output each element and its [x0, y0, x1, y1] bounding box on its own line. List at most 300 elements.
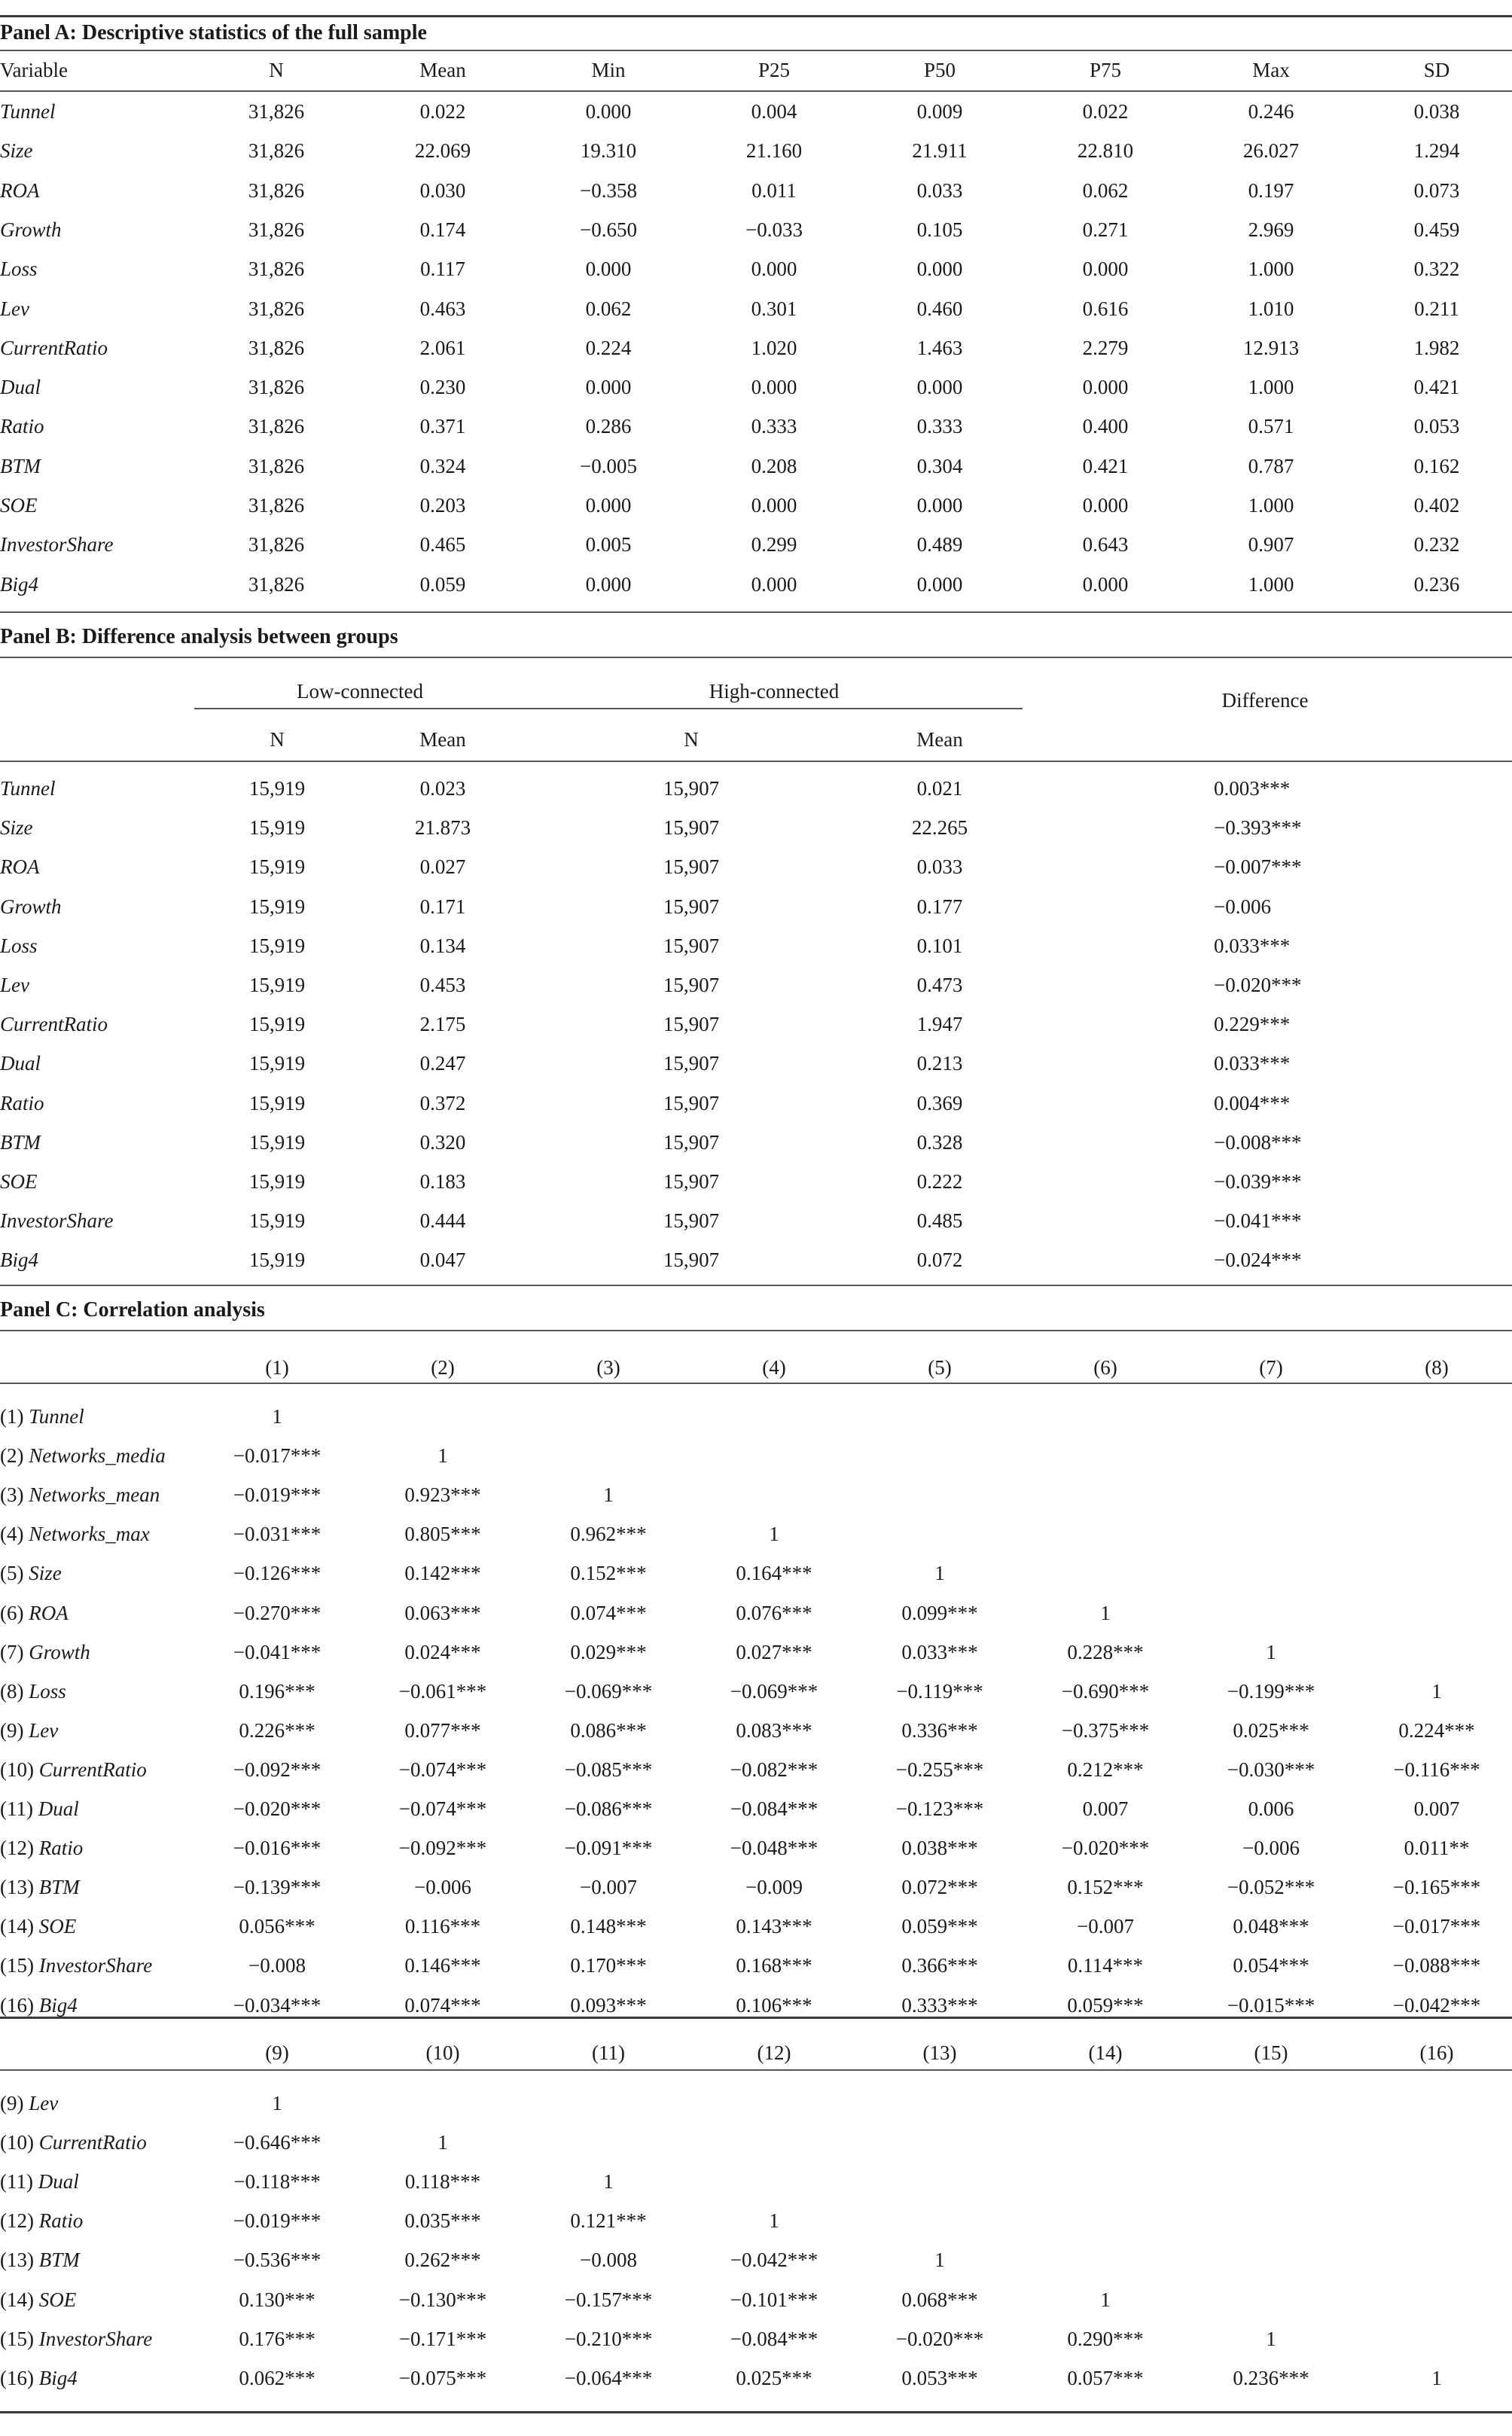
correlation-cell: 0.086***: [570, 1718, 647, 1742]
table-row: [0, 2123, 1512, 2162]
row-number: (6): [0, 1601, 29, 1624]
row-number: (7): [0, 1640, 29, 1663]
correlation-cell: 1: [1266, 1640, 1276, 1663]
table-cell: 2.969: [1248, 218, 1294, 241]
table-cell: 0.453: [419, 974, 466, 996]
table-cell: 31,826: [248, 376, 305, 399]
row-label: Dual: [0, 376, 41, 399]
table-cell: 0.021: [916, 777, 963, 800]
table-cell: 0.101: [916, 934, 963, 957]
table-row: [0, 2084, 1512, 2123]
table-cell: 0.117: [420, 258, 465, 281]
table-row: [0, 92, 1512, 131]
table-row: [0, 1553, 1512, 1593]
table-cell: 1.000: [1248, 494, 1294, 517]
correlation-cell: −0.006: [1242, 1837, 1300, 1860]
table-cell: 15,919: [248, 855, 306, 879]
table-cell: 31,826: [248, 533, 305, 556]
difference-cell: −0.024***: [1214, 1248, 1302, 1272]
correlation-cell: 0.072***: [901, 1876, 978, 1899]
row-variable: InvestorShare: [38, 2327, 153, 2350]
row-label: [0, 1907, 226, 1946]
table-row: [0, 1436, 1512, 1475]
table-row: [0, 171, 1512, 210]
panel-b-bottom-rule: [0, 1285, 1512, 1286]
table-row: [0, 565, 1512, 604]
table-cell: 0.402: [1413, 494, 1460, 517]
row-label: ROA: [0, 855, 40, 879]
table-cell: 1.010: [1248, 297, 1294, 320]
table-cell: 0.299: [751, 533, 797, 556]
correlation-cell: −0.123***: [895, 1797, 984, 1820]
correlation-cell: −0.007: [580, 1876, 637, 1899]
column-header: (1): [265, 1356, 289, 1379]
column-header: (16): [1419, 2041, 1454, 2064]
table-row: [0, 525, 1512, 564]
correlation-cell: 0.038***: [901, 1837, 978, 1860]
row-label: Loss: [0, 258, 38, 281]
row-number: (13): [0, 1876, 39, 1899]
table-cell: 0.369: [916, 1091, 963, 1114]
correlation-cell: 0.074***: [570, 1601, 647, 1624]
row-label: Lev: [0, 297, 29, 320]
table-cell: 0.400: [1082, 415, 1129, 438]
table-cell: 0.000: [916, 494, 963, 517]
column-header: (15): [1254, 2041, 1288, 2064]
correlation-cell: 0.152***: [1067, 1876, 1144, 1899]
table-cell: 0.271: [1082, 218, 1129, 241]
row-label: [0, 1514, 226, 1553]
table-cell: 15,919: [248, 1170, 306, 1193]
column-header: (6): [1093, 1356, 1117, 1379]
table-cell: 0.033: [916, 855, 963, 879]
correlation-cell: −0.042***: [1392, 1993, 1481, 2017]
table-cell: 15,907: [663, 1248, 720, 1272]
column-header: N: [684, 728, 699, 751]
table-cell: 0.372: [419, 1091, 466, 1114]
row-label: [0, 1711, 226, 1750]
table-row: [0, 1672, 1512, 1711]
column-header: Mean: [419, 59, 466, 81]
table-cell: 12.913: [1242, 336, 1300, 359]
table-cell: 0.304: [916, 454, 963, 477]
correlation-cell: −0.139***: [233, 1876, 322, 1899]
table-cell: 15,907: [663, 1209, 720, 1233]
correlation-cell: 0.063***: [404, 1601, 481, 1624]
table-cell: 0.022: [419, 100, 466, 123]
panel-b-title: Panel B: Difference analysis between groups: [0, 625, 398, 648]
top-rule: [0, 15, 1512, 17]
correlation-cell: 0.143***: [736, 1915, 812, 1938]
row-number: (11): [0, 1797, 38, 1820]
table-row: [0, 1593, 1512, 1633]
column-header: (8): [1425, 1356, 1449, 1379]
correlation-cell: 1: [603, 1483, 614, 1507]
correlation-cell: −0.118***: [233, 2170, 321, 2194]
row-label: [0, 1593, 226, 1633]
correlation-cell: 0.007: [1082, 1797, 1129, 1820]
row-label: Loss: [0, 934, 38, 957]
correlation-cell: −0.015***: [1227, 1993, 1315, 2017]
table-cell: 2.279: [1082, 336, 1129, 359]
row-label: CurrentRatio: [0, 1013, 108, 1036]
row-variable: Tunnel: [29, 1405, 84, 1428]
row-number: (9): [0, 2092, 29, 2114]
row-variable: Size: [29, 1562, 62, 1585]
row-label: Tunnel: [0, 777, 56, 800]
correlation-cell: −0.020***: [895, 2327, 984, 2350]
row-number: (10): [0, 1758, 39, 1781]
table-row: [0, 249, 1512, 288]
table-cell: 0.000: [1082, 572, 1129, 596]
correlation-cell: 0.212***: [1067, 1758, 1144, 1781]
correlation-cell: 0.093***: [570, 1993, 647, 2017]
correlation-cell: −0.199***: [1227, 1679, 1315, 1703]
correlation-cell: 0.076***: [736, 1601, 812, 1624]
correlation-cell: 0.068***: [901, 2288, 978, 2311]
table-row: [0, 2240, 1512, 2279]
table-cell: 0.000: [751, 376, 797, 399]
table-row: [0, 328, 1512, 367]
table-row: [0, 1711, 1512, 1750]
table-cell: 0.465: [419, 533, 466, 556]
table-cell: −0.005: [580, 454, 637, 477]
correlation-cell: 0.011**: [1404, 1837, 1470, 1860]
correlation-cell: −0.041***: [233, 1640, 322, 1663]
table-cell: 0.004: [751, 100, 797, 123]
column-header: (5): [928, 1356, 952, 1379]
table-cell: 1.000: [1248, 572, 1294, 596]
panel-b-subheader-row: [0, 720, 1512, 759]
table-cell: 0.224: [585, 336, 632, 359]
row-label: [0, 2240, 226, 2279]
row-number: (11): [0, 2170, 38, 2194]
table-row: [0, 1397, 1512, 1436]
table-row: [0, 808, 1512, 847]
correlation-cell: −0.020***: [233, 1797, 322, 1820]
table-cell: 0.105: [916, 218, 963, 241]
correlation-cell: 0.062***: [239, 2366, 316, 2389]
correlation-cell: 0.029***: [570, 1640, 647, 1663]
table-cell: 1.947: [916, 1013, 963, 1036]
row-label: [0, 1789, 226, 1828]
correlation-cell: −0.126***: [233, 1562, 322, 1585]
correlation-cell: −0.074***: [398, 1758, 487, 1781]
row-label: CurrentRatio: [0, 336, 108, 359]
correlation-cell: 0.024***: [404, 1640, 481, 1663]
row-number: (15): [0, 1954, 39, 1977]
table-cell: 0.030: [419, 178, 466, 202]
correlation-cell: −0.130***: [398, 2288, 487, 2311]
correlation-cell: 0.114***: [1067, 1954, 1144, 1977]
difference-cell: −0.041***: [1214, 1209, 1302, 1233]
row-label: [0, 2319, 226, 2358]
table-cell: 21.911: [912, 139, 968, 163]
row-number: (14): [0, 1915, 39, 1938]
correlation-cell: −0.270***: [233, 1601, 322, 1624]
correlation-cell: 0.006: [1248, 1797, 1294, 1820]
correlation-cell: 0.074***: [404, 1993, 481, 2017]
table-row: [0, 1828, 1512, 1867]
row-variable: Lev: [29, 1718, 59, 1742]
difference-cell: −0.006: [1214, 895, 1271, 918]
correlation-cell: 0.048***: [1233, 1915, 1309, 1938]
correlation-cell: 0.059***: [1067, 1993, 1144, 2017]
row-variable: Networks_media: [29, 1444, 166, 1468]
table-row: [0, 1123, 1512, 1162]
correlation-cell: −0.255***: [895, 1758, 984, 1781]
correlation-cell: −0.690***: [1061, 1679, 1150, 1703]
table-cell: 0.787: [1248, 454, 1294, 477]
correlation-cell: −0.157***: [564, 2288, 653, 2311]
row-label: [0, 1475, 226, 1514]
group-underline: [194, 708, 1023, 709]
table-cell: −0.650: [580, 218, 637, 241]
table-row: [0, 1867, 1512, 1907]
table-cell: 0.059: [419, 572, 466, 596]
group-high-header: High-connected: [709, 680, 840, 703]
row-variable: Ratio: [38, 2209, 84, 2233]
row-variable: Ratio: [38, 1837, 84, 1860]
correlation-cell: −0.048***: [730, 1837, 818, 1860]
table-cell: 0.073: [1413, 178, 1460, 202]
table-row: [0, 1162, 1512, 1201]
correlation-cell: −0.375***: [1061, 1718, 1150, 1742]
table-row: [0, 289, 1512, 328]
table-cell: 15,907: [663, 934, 720, 957]
row-variable: ROA: [29, 1601, 69, 1624]
table-cell: 0.489: [916, 533, 963, 556]
difference-cell: −0.008***: [1214, 1130, 1302, 1154]
correlation-cell: 0.146***: [404, 1954, 481, 1977]
correlation-cell: 0.923***: [404, 1483, 481, 1507]
table-cell: 0.171: [419, 895, 466, 918]
row-label: [0, 1553, 226, 1593]
correlation-cell: −0.016***: [233, 1837, 322, 1860]
panel-c-header-row-2: [0, 2033, 1512, 2072]
row-label: [0, 1867, 226, 1907]
correlation-cell: 1: [272, 2092, 282, 2114]
correlation-cell: 0.196***: [239, 1679, 316, 1703]
table-cell: 21.873: [414, 816, 471, 840]
correlation-cell: −0.091***: [564, 1837, 653, 1860]
table-cell: 15,919: [248, 816, 306, 840]
row-label: [0, 1750, 226, 1789]
table-cell: 0.023: [419, 777, 466, 800]
table-cell: 0.000: [751, 494, 797, 517]
correlation-cell: 0.170***: [570, 1954, 647, 1977]
row-number: (16): [0, 1993, 39, 2017]
table-cell: 31,826: [248, 415, 305, 438]
correlation-cell: −0.006: [414, 1876, 471, 1899]
table-cell: 0.062: [1082, 178, 1129, 202]
table-row: [0, 1750, 1512, 1789]
table-row: [0, 1633, 1512, 1672]
correlation-cell: 1: [934, 2248, 945, 2272]
panel-c-title: Panel C: Correlation analysis: [0, 1298, 265, 1322]
row-label: Ratio: [0, 415, 44, 438]
correlation-cell: 1: [769, 1523, 779, 1546]
table-cell: 0.027: [419, 855, 466, 879]
table-cell: 0.197: [1248, 178, 1294, 202]
table-cell: 0.222: [916, 1170, 963, 1193]
correlation-cell: −0.069***: [564, 1679, 653, 1703]
row-variable: BTM: [38, 2248, 80, 2272]
row-number: (4): [0, 1523, 29, 1546]
table-cell: 1.000: [1248, 258, 1294, 281]
table-cell: 31,826: [248, 297, 305, 320]
row-label: BTM: [0, 1130, 41, 1154]
table-row: [0, 1475, 1512, 1514]
row-number: (15): [0, 2327, 39, 2350]
difference-cell: 0.033***: [1214, 934, 1291, 957]
row-variable: Growth: [29, 1640, 90, 1663]
table-cell: 0.246: [1248, 100, 1294, 123]
table-cell: 0.000: [585, 100, 632, 123]
row-label: [0, 2123, 226, 2162]
table-row: [0, 1946, 1512, 1985]
row-variable: Lev: [29, 2092, 59, 2114]
row-label: [0, 1828, 226, 1867]
table-row: [0, 1240, 1512, 1279]
column-header: Mean: [419, 728, 466, 751]
column-header: (14): [1088, 2041, 1123, 2064]
table-cell: 0.000: [585, 376, 632, 399]
correlation-cell: 1: [437, 2131, 448, 2154]
row-variable: CurrentRatio: [38, 2131, 147, 2154]
panel-c-header-rule-1: [0, 1383, 1512, 1384]
correlation-cell: 0.152***: [570, 1562, 647, 1585]
row-variable: SOE: [38, 2288, 77, 2311]
table-cell: 0.000: [585, 258, 632, 281]
correlation-cell: 0.805***: [404, 1523, 481, 1546]
table-cell: −0.033: [745, 218, 803, 241]
correlation-cell: 0.262***: [404, 2248, 481, 2272]
table-cell: 0.177: [916, 895, 963, 918]
table-cell: 0.473: [916, 974, 963, 996]
column-header: (2): [431, 1356, 455, 1379]
table-cell: 0.000: [916, 572, 963, 596]
row-label: Dual: [0, 1052, 41, 1075]
row-variable: Dual: [38, 1797, 79, 1820]
correlation-cell: 0.333***: [901, 1993, 978, 2017]
row-number: (1): [0, 1405, 29, 1428]
correlation-cell: 1: [1100, 2288, 1111, 2311]
correlation-cell: −0.646***: [233, 2131, 322, 2154]
correlation-cell: −0.017***: [233, 1444, 322, 1468]
correlation-cell: 0.228***: [1067, 1640, 1144, 1663]
difference-cell: 0.033***: [1214, 1052, 1291, 1075]
table-row: [0, 131, 1512, 170]
table-cell: 0.072: [916, 1248, 963, 1272]
correlation-cell: 0.130***: [239, 2288, 316, 2311]
difference-header: Difference: [1221, 689, 1309, 712]
correlation-cell: −0.075***: [398, 2366, 487, 2389]
table-cell: 15,919: [248, 974, 306, 996]
row-label: [0, 1397, 226, 1436]
table-cell: 0.286: [585, 415, 632, 438]
table-cell: 0.022: [1082, 100, 1129, 123]
table-cell: 1.982: [1413, 336, 1460, 359]
group-low-header: Low-connected: [297, 680, 423, 703]
correlation-cell: −0.019***: [233, 1483, 322, 1507]
correlation-cell: −0.084***: [730, 2327, 818, 2350]
table-cell: 0.005: [585, 533, 632, 556]
column-header: Min: [591, 59, 626, 81]
table-cell: 1.463: [916, 336, 963, 359]
table-row: [0, 2201, 1512, 2240]
correlation-cell: 0.116***: [404, 1915, 481, 1938]
correlation-cell: 0.290***: [1067, 2327, 1144, 2350]
table-cell: 0.571: [1248, 415, 1294, 438]
table-cell: 0.232: [1413, 533, 1460, 556]
correlation-cell: 0.035***: [404, 2209, 481, 2233]
table-row: [0, 1789, 1512, 1828]
correlation-cell: 0.025***: [1233, 1718, 1309, 1742]
correlation-cell: −0.092***: [233, 1758, 322, 1781]
correlation-cell: 0.025***: [736, 2366, 812, 2389]
correlation-cell: −0.092***: [398, 1837, 487, 1860]
row-label: Lev: [0, 974, 29, 996]
row-number: (16): [0, 2366, 39, 2389]
row-number: (12): [0, 2209, 39, 2233]
table-cell: 0.643: [1082, 533, 1129, 556]
table-cell: −0.358: [580, 178, 637, 202]
table-cell: 0.000: [585, 572, 632, 596]
row-label: [0, 2358, 226, 2398]
correlation-cell: 0.962***: [570, 1523, 647, 1546]
table-row: [0, 2162, 1512, 2201]
row-variable: Networks_max: [29, 1523, 150, 1546]
row-label: Big4: [0, 1248, 38, 1272]
table-cell: 0.000: [1082, 258, 1129, 281]
table-cell: 0.230: [419, 376, 466, 399]
difference-cell: −0.007***: [1214, 855, 1302, 879]
correlation-cell: 0.077***: [404, 1718, 481, 1742]
correlation-cell: 0.224***: [1398, 1718, 1475, 1742]
row-variable: BTM: [38, 1876, 80, 1899]
table-row: [0, 847, 1512, 886]
correlation-cell: −0.119***: [896, 1679, 983, 1703]
row-label: Growth: [0, 218, 62, 241]
correlation-cell: 0.054***: [1233, 1954, 1309, 1977]
difference-cell: −0.393***: [1214, 816, 1302, 840]
row-label: [0, 2201, 226, 2240]
table-cell: 0.421: [1413, 376, 1460, 399]
table-cell: 2.061: [419, 336, 466, 359]
correlation-cell: 0.148***: [570, 1915, 647, 1938]
correlation-cell: −0.171***: [398, 2327, 487, 2350]
correlation-cell: 0.053***: [901, 2366, 978, 2389]
row-variable: InvestorShare: [38, 1954, 153, 1977]
correlation-cell: 0.118***: [404, 2170, 481, 2194]
correlation-cell: −0.031***: [233, 1523, 322, 1546]
table-cell: 0.236: [1413, 572, 1460, 596]
table-cell: 15,919: [248, 934, 306, 957]
correlation-cell: 1: [1100, 1601, 1111, 1624]
correlation-cell: −0.165***: [1392, 1876, 1481, 1899]
table-cell: 1.294: [1413, 139, 1460, 163]
table-cell: 15,907: [663, 777, 720, 800]
row-variable: Loss: [29, 1679, 66, 1703]
table-cell: 0.301: [751, 297, 797, 320]
table-row: [0, 447, 1512, 486]
correlation-cell: 0.033***: [901, 1640, 978, 1663]
difference-cell: −0.039***: [1214, 1170, 1302, 1193]
correlation-cell: −0.017***: [1392, 1915, 1481, 1938]
correlation-cell: 0.336***: [901, 1718, 978, 1742]
correlation-cell: −0.008: [580, 2248, 637, 2272]
